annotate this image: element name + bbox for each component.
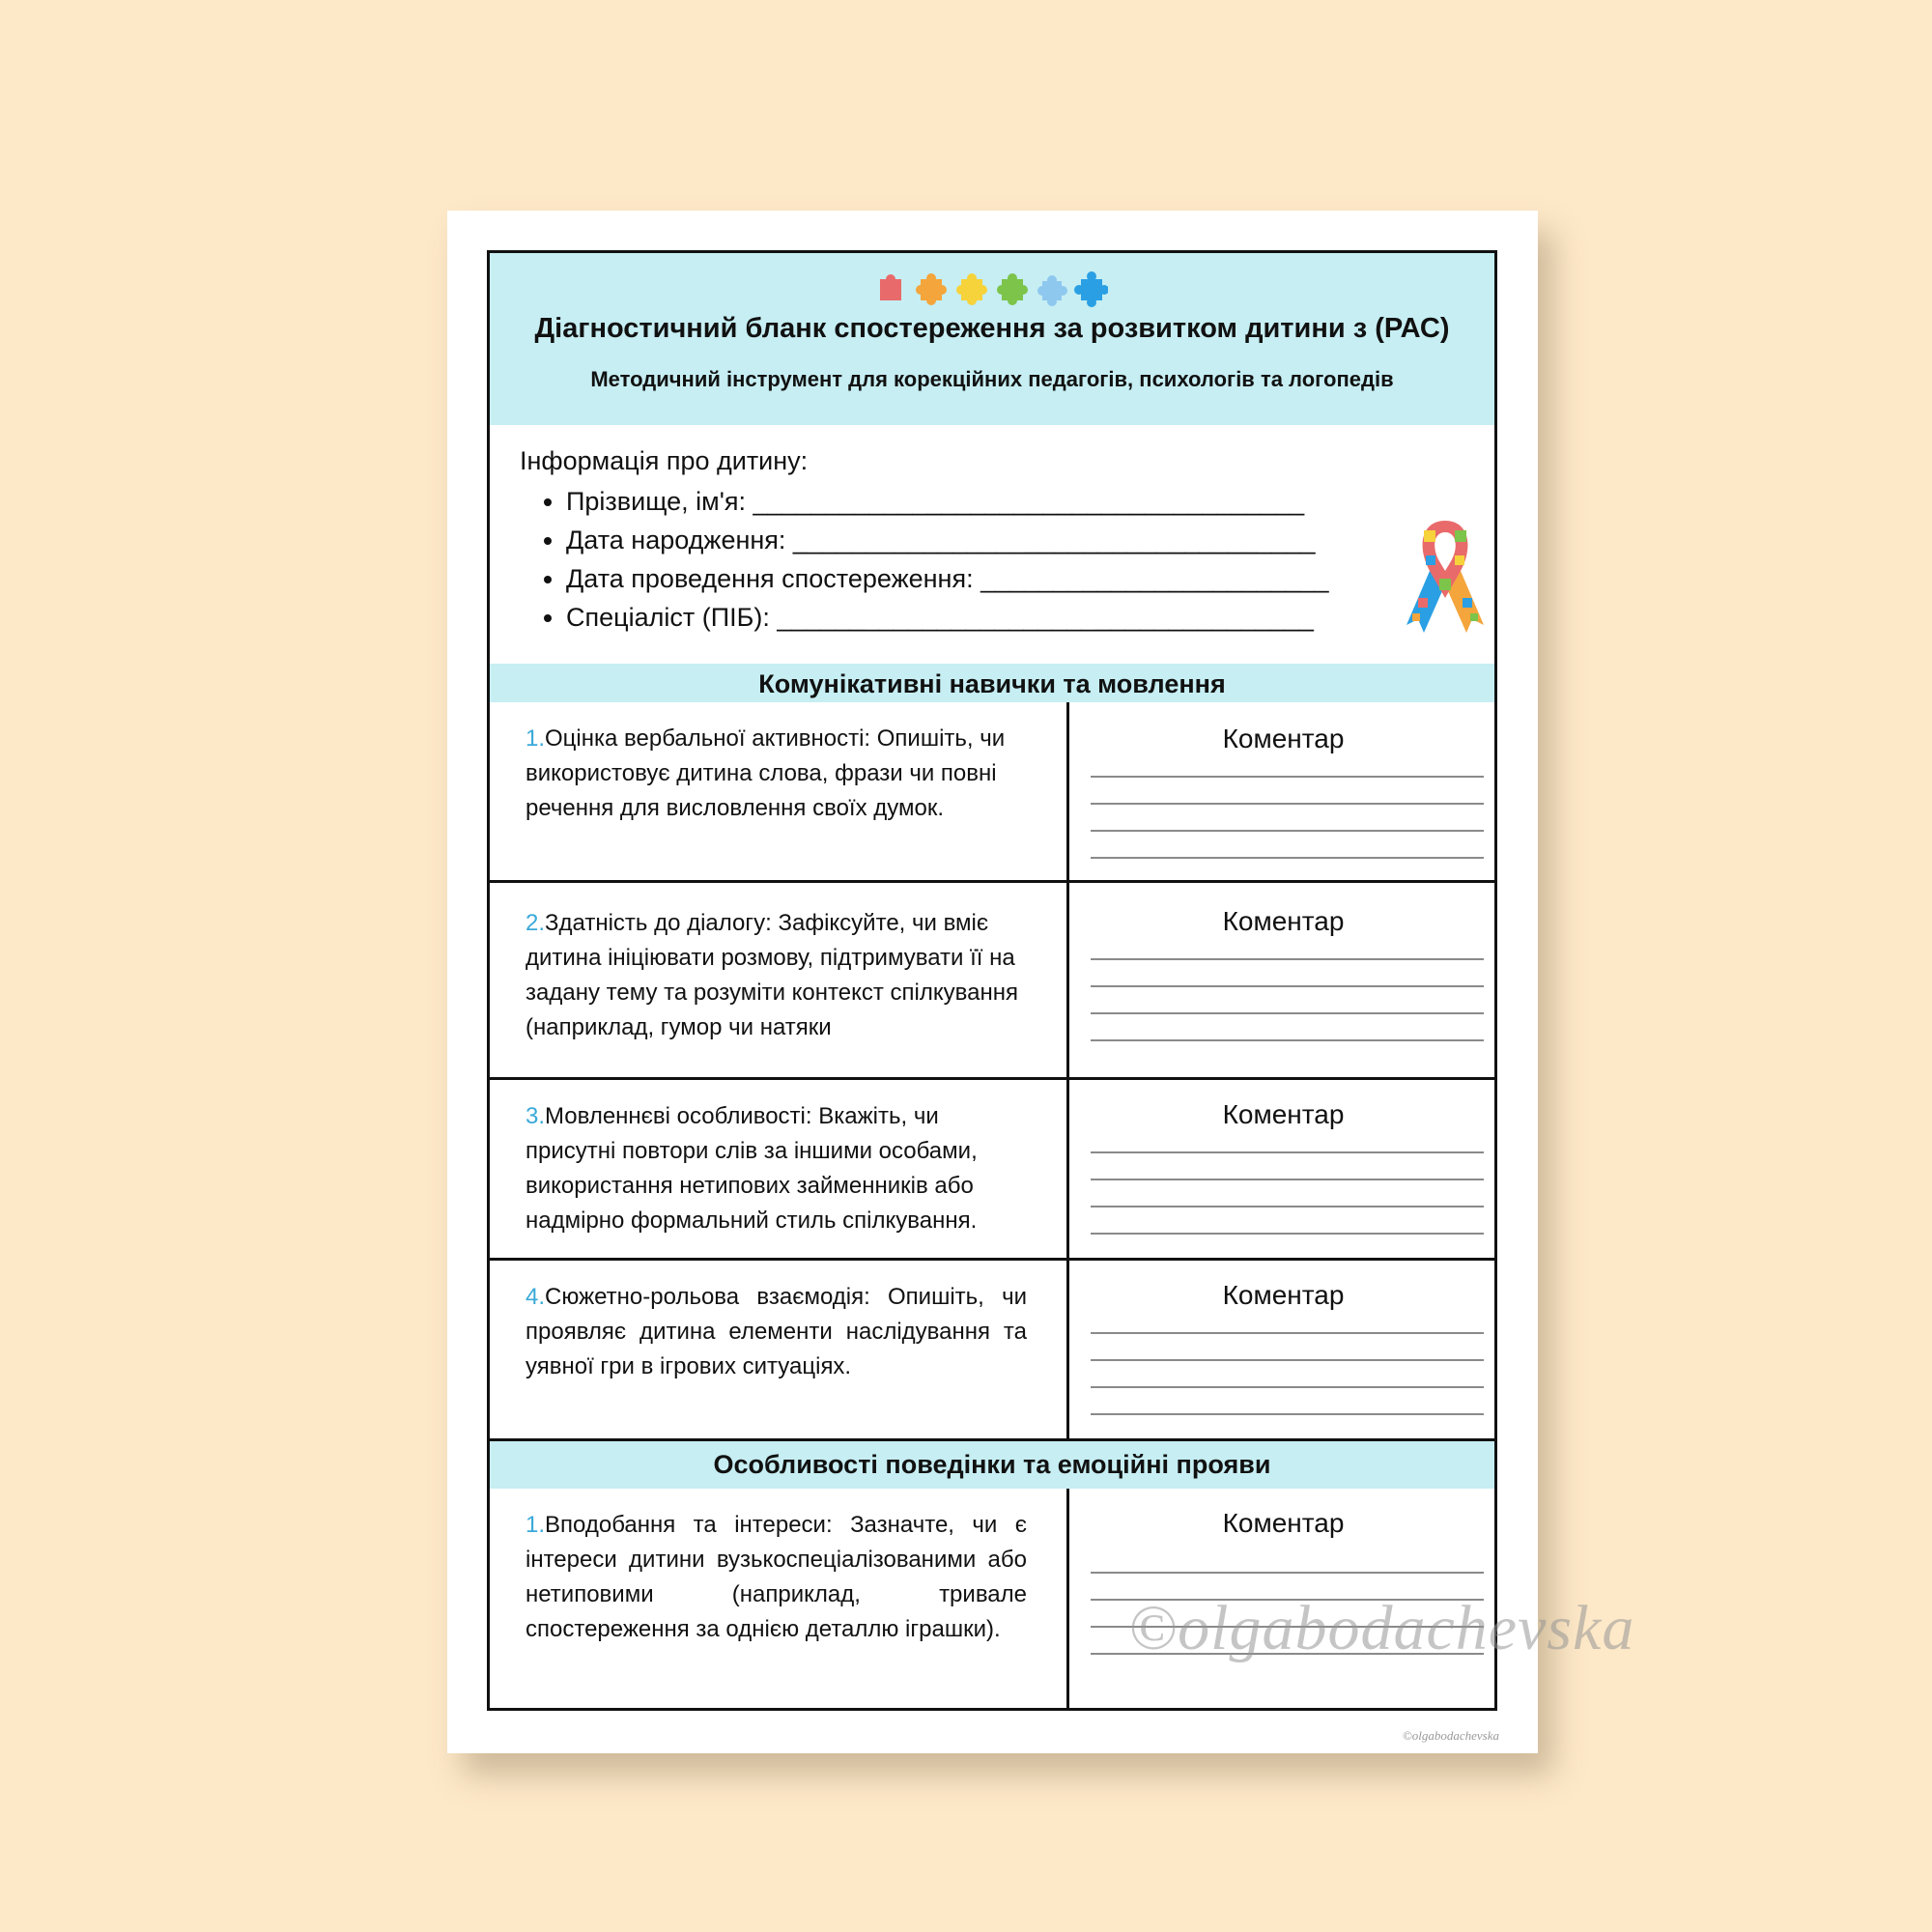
question-row bbox=[490, 1077, 1494, 1258]
document-title: Діагностичний бланк спостереження за розвитком дитини з (РАС) bbox=[534, 313, 1450, 344]
puzzle-piece-icon bbox=[997, 273, 1028, 305]
question-text bbox=[526, 722, 1027, 826]
child-name-field[interactable]: • Прізвище, ім'я: ______________________________________ bbox=[566, 482, 1389, 521]
comment-label: Коментар bbox=[1222, 906, 1345, 936]
comment-lines[interactable] bbox=[1091, 933, 1484, 1041]
child-info-heading: Інформація про дитину: bbox=[520, 446, 809, 475]
question-text bbox=[526, 1099, 1027, 1238]
section-communication-heading: Комунікативні навички та мовлення bbox=[490, 664, 1494, 702]
question-number: 4. bbox=[526, 1284, 546, 1310]
puzzle-piece-icon bbox=[956, 273, 987, 305]
comment-lines[interactable] bbox=[1091, 1126, 1484, 1235]
question-body: Сюжетно-рольова взаємодія: Опишіть, чи проявляє дитина елементи наслідування та уявної гри в ігрових ситуаціях. bbox=[526, 1284, 1027, 1379]
document-subtitle: Методичний інструмент для корекційних педагогів, психологів та логопедів bbox=[590, 367, 1394, 391]
question-body: Оцінка вербальної активності: Опишіть, чи використовує дитина слова, фрази чи повні речення для висловлення своїх думок. bbox=[526, 725, 1006, 821]
child-info-list bbox=[520, 482, 1389, 637]
question-text bbox=[526, 1508, 1027, 1647]
child-info-block bbox=[520, 446, 1389, 637]
question-number: 1. bbox=[526, 1512, 546, 1538]
section-behavior-heading: Особливості поведінки та емоційні прояви bbox=[713, 1450, 1271, 1479]
comment-label: Коментар bbox=[1222, 1280, 1345, 1310]
question-body: Здатність до діалогу: Зафіксуйте, чи вміє дитина ініціювати розмову, підтримувати її на задану тему та розуміти контекст спілкування (наприклад, гумор чи натяки bbox=[526, 910, 1018, 1040]
puzzle-icons bbox=[876, 270, 1108, 307]
question-text bbox=[526, 906, 1027, 1045]
puzzle-piece-icon bbox=[880, 274, 901, 300]
comment-lines[interactable] bbox=[1091, 751, 1484, 859]
question-body: Вподобання та інтереси: Зазначте, чи є інтереси дитини вузькоспеціалізованими або нетиповими (наприклад, тривале спостереження за однією деталлю іграшки). bbox=[526, 1512, 1027, 1642]
question-number: 2. bbox=[526, 910, 546, 936]
awareness-ribbon-icon bbox=[1401, 517, 1490, 640]
comment-label: Коментар bbox=[1222, 724, 1345, 753]
question-body: Мовленнєві особливості: Вкажіть, чи присутні повтори слів за іншими особами, використання нетипових займенників або надмірно формальний стиль спілкування. bbox=[526, 1103, 978, 1234]
specialist-name-field[interactable]: • Спеціаліст (ПІБ): _____________________________________ bbox=[566, 598, 1389, 637]
birth-date-field[interactable]: • Дата народження: ____________________________________ bbox=[566, 521, 1389, 559]
question-row bbox=[490, 702, 1494, 880]
puzzle-piece-icon bbox=[1037, 275, 1067, 306]
comment-label: Коментар bbox=[1222, 1099, 1345, 1129]
question-number: 3. bbox=[526, 1103, 546, 1129]
puzzle-pieces-decoration bbox=[490, 270, 1494, 309]
comment-label: Коментар bbox=[1222, 1508, 1345, 1538]
watermark: ©olgabodachevska bbox=[1128, 1593, 1635, 1663]
small-watermark: ©olgabodachevska bbox=[1402, 1728, 1499, 1743]
puzzle-piece-icon bbox=[1074, 271, 1108, 307]
question-row bbox=[490, 1258, 1494, 1438]
worksheet-page bbox=[447, 211, 1538, 1753]
question-number: 1. bbox=[526, 725, 546, 752]
comment-lines[interactable] bbox=[1091, 1307, 1484, 1415]
section-behavior-band bbox=[490, 1438, 1494, 1489]
question-text bbox=[526, 1280, 1027, 1384]
observation-date-field[interactable]: • Дата проведення спостереження: ________________________ bbox=[566, 559, 1389, 598]
worksheet-frame bbox=[487, 250, 1497, 1711]
header-band bbox=[490, 253, 1494, 425]
question-row bbox=[490, 880, 1494, 1077]
puzzle-piece-icon bbox=[916, 273, 947, 305]
